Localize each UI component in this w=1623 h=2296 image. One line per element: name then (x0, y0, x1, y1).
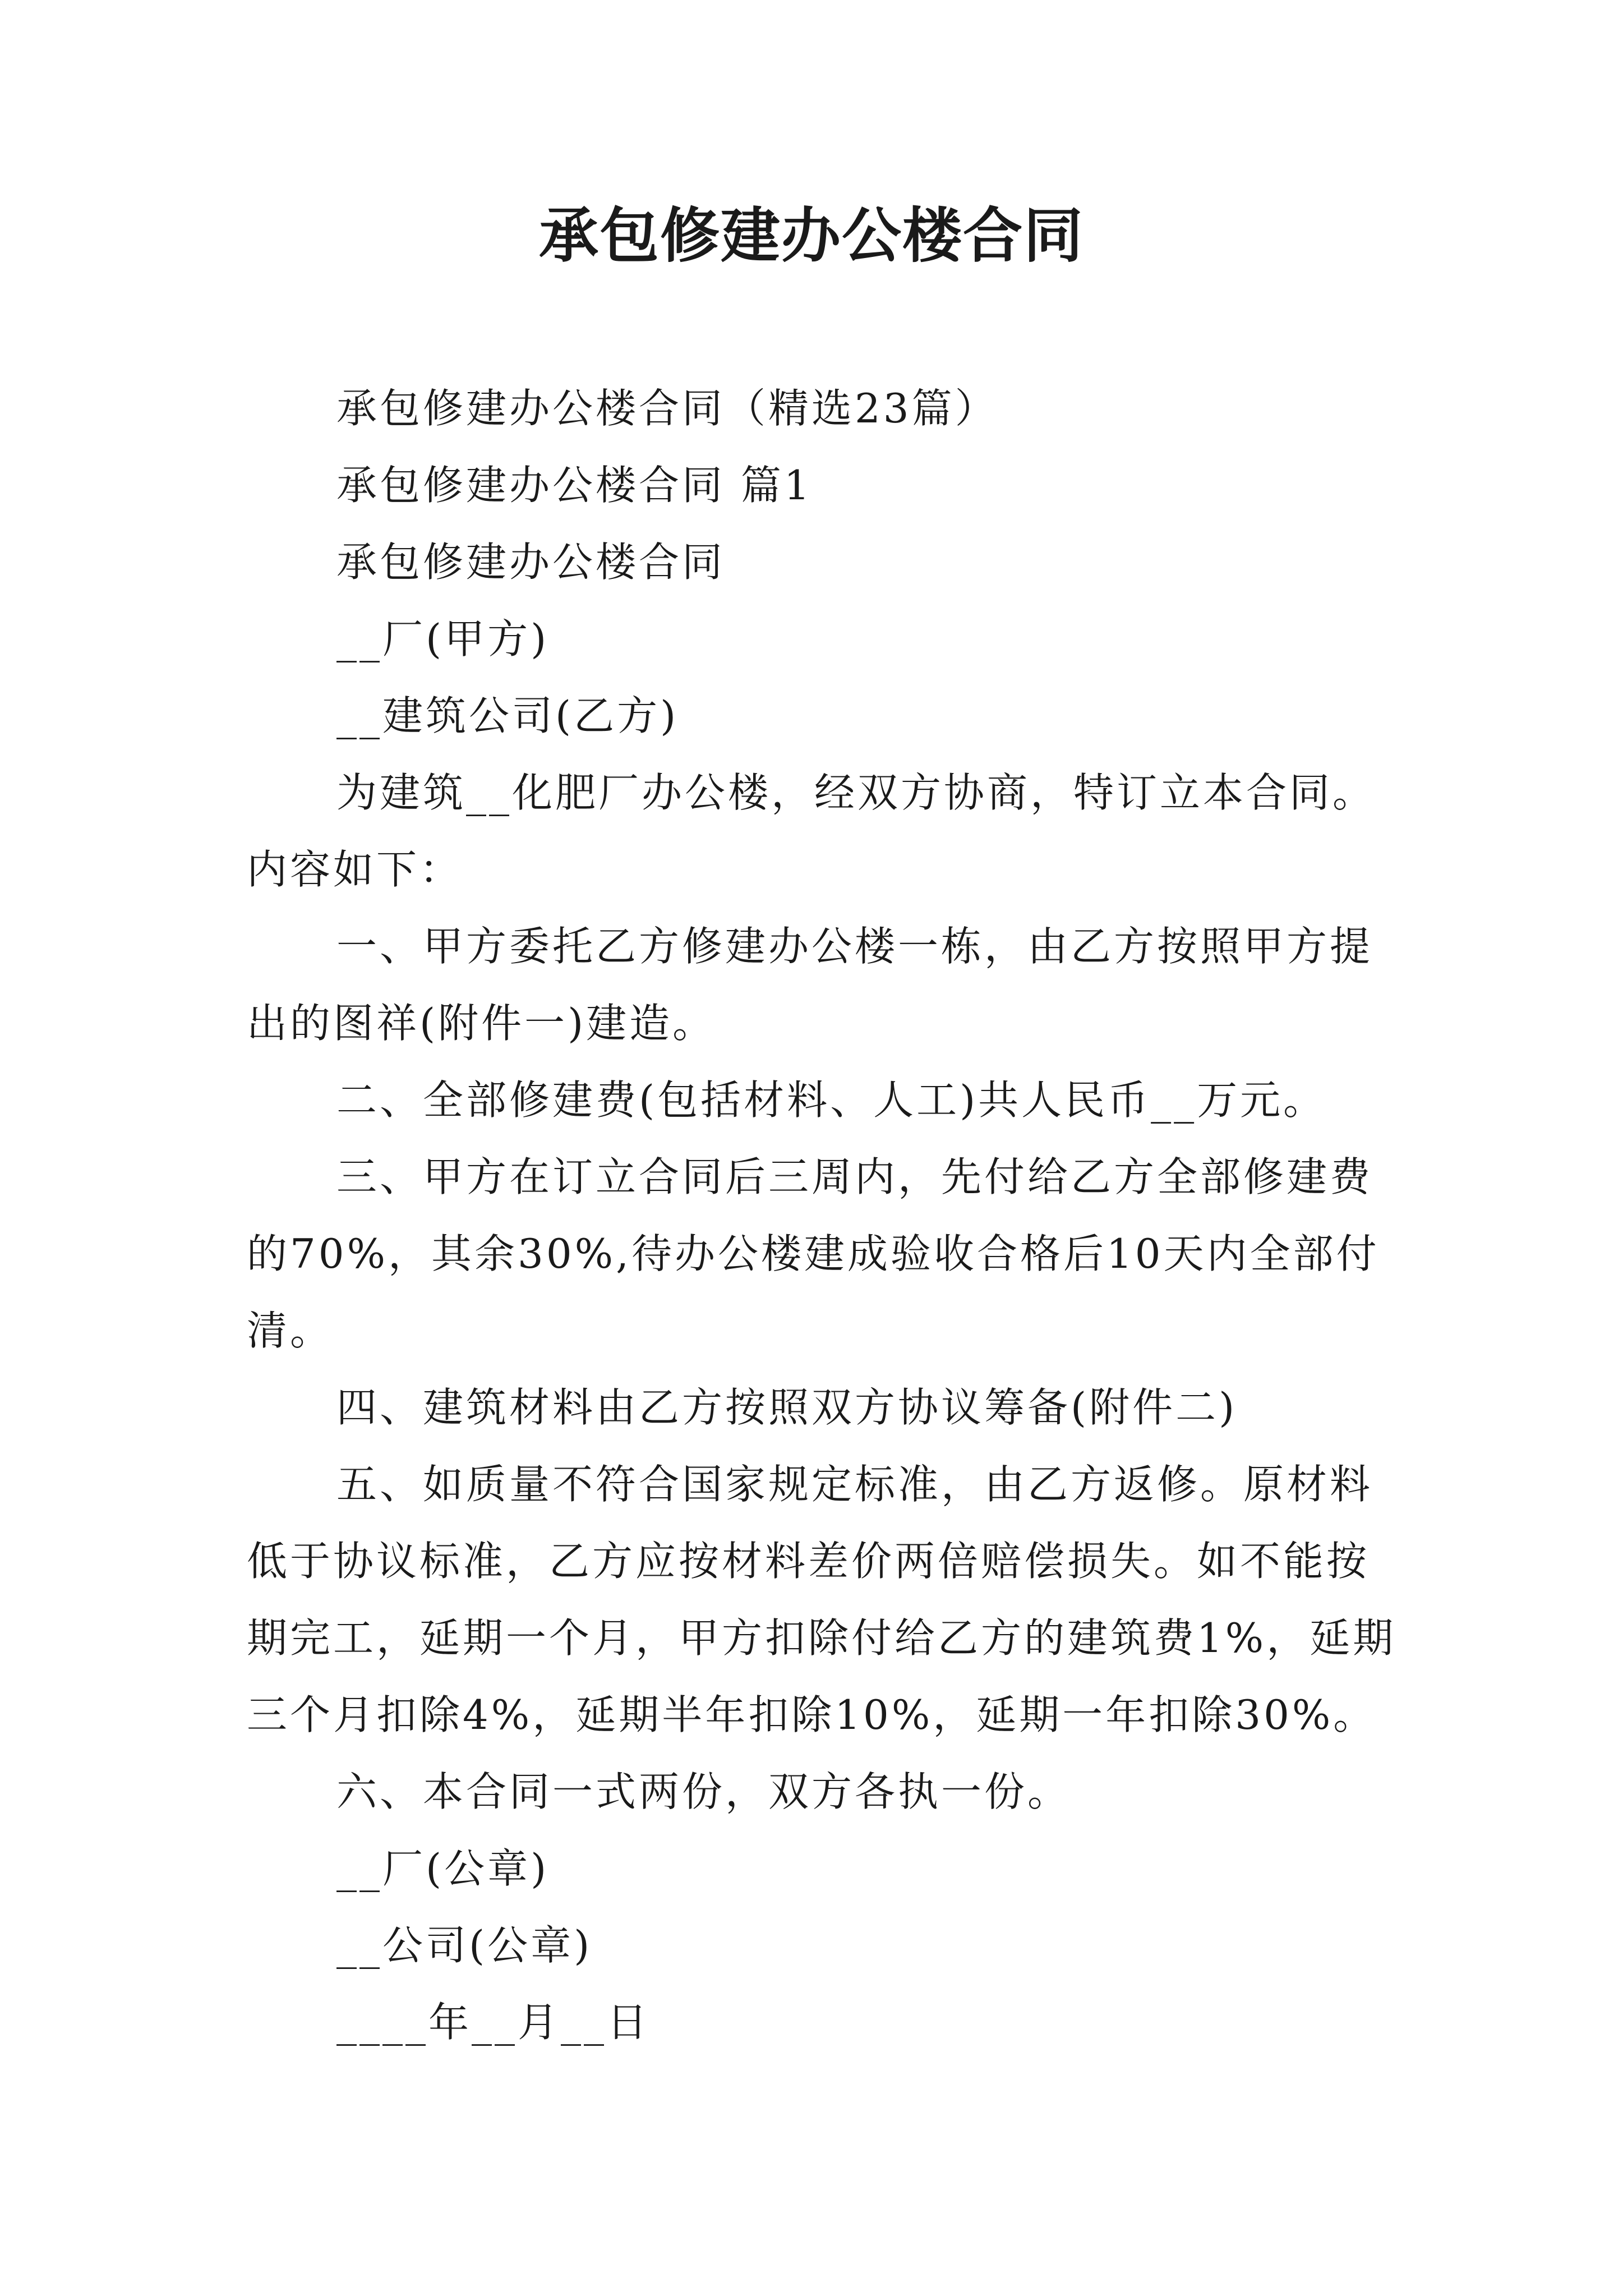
paragraph-seal-factory: __厂(公章) (336, 1845, 550, 1892)
paragraph-date: ____年__月__日 (336, 1999, 651, 2046)
paragraph-seal-company: __公司(公章) (336, 1922, 593, 1969)
document-body (247, 370, 1402, 2061)
paragraph-clause-1: 一、甲方委托乙方修建办公楼一栋，由乙方按照甲方提出的图祥(附件一)建造。 (247, 923, 1373, 1047)
paragraph-clause-5: 五、如质量不符合国家规定标准，由乙方返修。原材料低于协议标准，乙方应按材料差价两倍赔偿损失。如不能按期完工，延期一个月，甲方扣除付给乙方的建筑费1%，延期三个月扣除4%，延期半年扣除10%，延期一年扣除30%。 (247, 1461, 1396, 1738)
document-title: 承包修建办公楼合同 (539, 200, 1084, 270)
paragraph-party-a: __厂(甲方) (336, 615, 550, 662)
paragraph-clause-2: 二、全部修建费(包括材料、人工)共人民币__万元。 (336, 1076, 1327, 1124)
paragraph-article-heading: 承包修建办公楼合同 篇1 (336, 462, 813, 509)
paragraph-clause-6: 六、本合同一式两份，双方各执一份。 (336, 1768, 1071, 1815)
paragraph-preamble: 为建筑__化肥厂办公楼，经双方协商，特订立本合同。内容如下： (247, 769, 1376, 893)
paragraph-party-b: __建筑公司(乙方) (336, 692, 679, 739)
paragraph-contract-name: 承包修建办公楼合同 (336, 539, 726, 586)
paragraph-collection-title: 承包修建办公楼合同（精选23篇） (336, 385, 998, 432)
paragraph-clause-3: 三、甲方在订立合同后三周内，先付给乙方全部修建费的70%，其余30%,待办公楼建成验收合格后10天内全部付清。 (247, 1153, 1380, 1354)
paragraph-clause-4: 四、建筑材料由乙方按照双方协议筹备(附件二) (336, 1384, 1238, 1431)
